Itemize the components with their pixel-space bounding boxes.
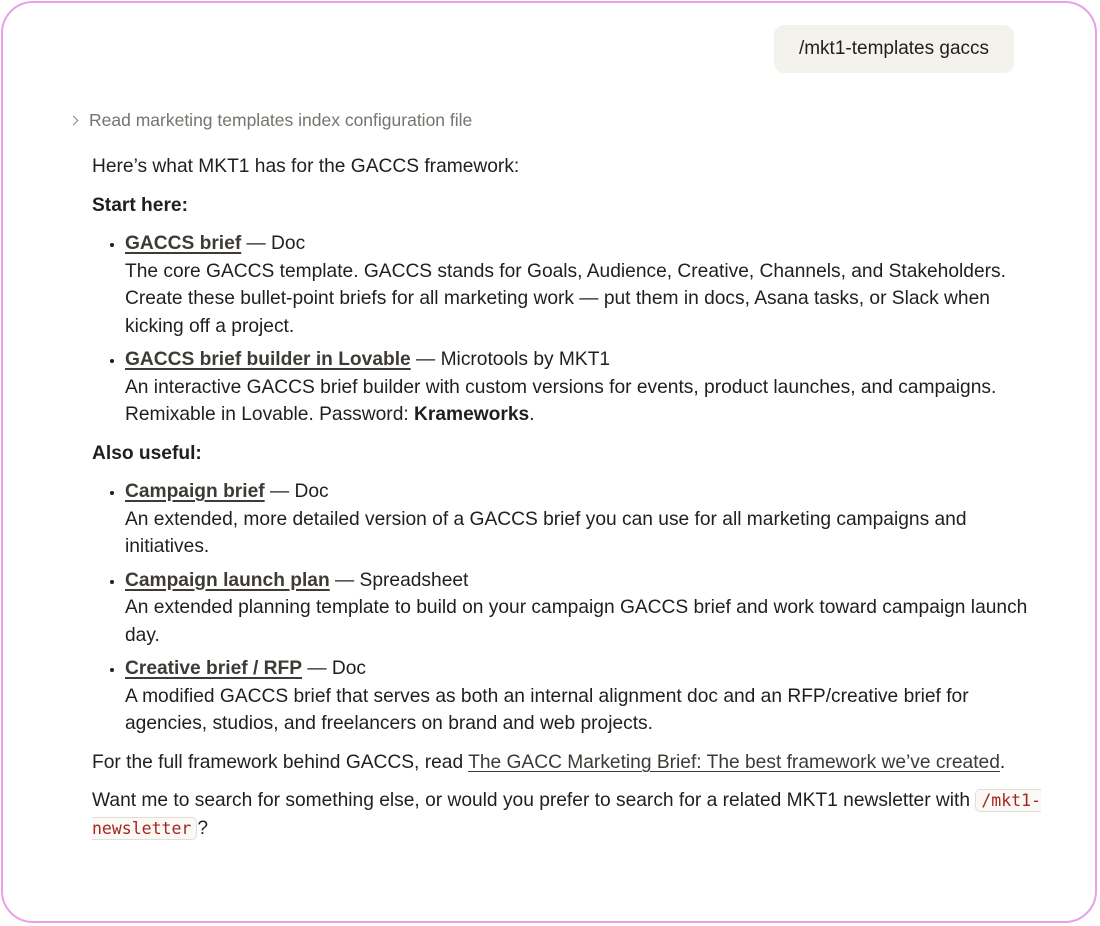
item-type: — Doc <box>302 658 366 679</box>
followup-text <box>92 787 1042 842</box>
item-type: — Spreadsheet <box>329 569 469 591</box>
chat-frame <box>1 1 1097 923</box>
user-message-bubble: /mkt1-templates gaccs <box>774 25 1014 73</box>
item-type: — Microtools by MKT1 <box>410 349 611 370</box>
template-list-start <box>92 230 1042 429</box>
list-item <box>125 230 1042 340</box>
item-type: — Doc <box>241 233 306 254</box>
section-heading-start: Start here: <box>92 194 188 216</box>
item-description: The core GACCS template. GACCS stands for Goals, Audience, Creative, Channels, and Stakeholders. Create these bullet-point briefs for all marketing work — put them in docs, Asana tasks, or Slack when kicking off a project. <box>125 260 1006 337</box>
intro-text: Here’s what MKT1 has for the GACCS framework: <box>92 156 520 177</box>
item-type: — Doc <box>264 481 329 502</box>
section-heading-also: Also useful: <box>92 442 202 464</box>
template-list-also <box>92 478 1042 738</box>
item-description <box>125 374 1042 429</box>
password-value: Krameworks <box>414 404 530 425</box>
followup-suffix: ? <box>197 817 209 839</box>
link-campaign-launch-plan[interactable]: Campaign launch plan <box>125 569 330 591</box>
link-gaccs-brief-builder[interactable]: GACCS brief builder in Lovable <box>125 349 411 370</box>
item-description: An extended, more detailed version of a GACCS brief you can use for all marketing campaigns and initiatives. <box>125 508 967 557</box>
link-campaign-brief[interactable]: Campaign brief <box>125 481 265 502</box>
assistant-response <box>92 153 1042 842</box>
list-item <box>125 346 1042 429</box>
item-description: A modified GACCS brief that serves as both an internal alignment doc and an RFP/creative brief for agencies, studios, and freelancers on brand and web projects. <box>125 685 969 734</box>
followup-prefix: Want me to search for something else, or would you prefer to search for a related MKT1 newsletter with <box>92 790 976 811</box>
full-framework-suffix: . <box>999 751 1006 773</box>
item-description: An extended planning template to build on your campaign GACCS brief and work toward campaign launch day. <box>125 597 1028 646</box>
link-gacc-marketing-brief[interactable]: The GACC Marketing Brief: The best framework we’ve created <box>468 751 1000 773</box>
item-description-end: . <box>529 404 535 425</box>
tool-call-toggle[interactable] <box>69 107 472 133</box>
list-item <box>125 567 1042 650</box>
link-gaccs-brief[interactable]: GACCS brief <box>125 233 242 254</box>
chevron-right-icon <box>69 115 79 125</box>
tool-call-label: Read marketing templates index configuration file <box>89 110 473 130</box>
list-item <box>125 655 1042 738</box>
item-description-text: An interactive GACCS brief builder with custom versions for events, product launches, and campaigns. Remixable in Lovable. Password: <box>125 376 997 425</box>
full-framework-text <box>92 749 1042 777</box>
newsletter-command: /mkt1-newsletter <box>92 791 1041 838</box>
link-creative-brief-rfp[interactable]: Creative brief / RFP <box>125 658 303 679</box>
full-framework-prefix: For the full framework behind GACCS, read <box>92 751 469 773</box>
list-item <box>125 478 1042 561</box>
